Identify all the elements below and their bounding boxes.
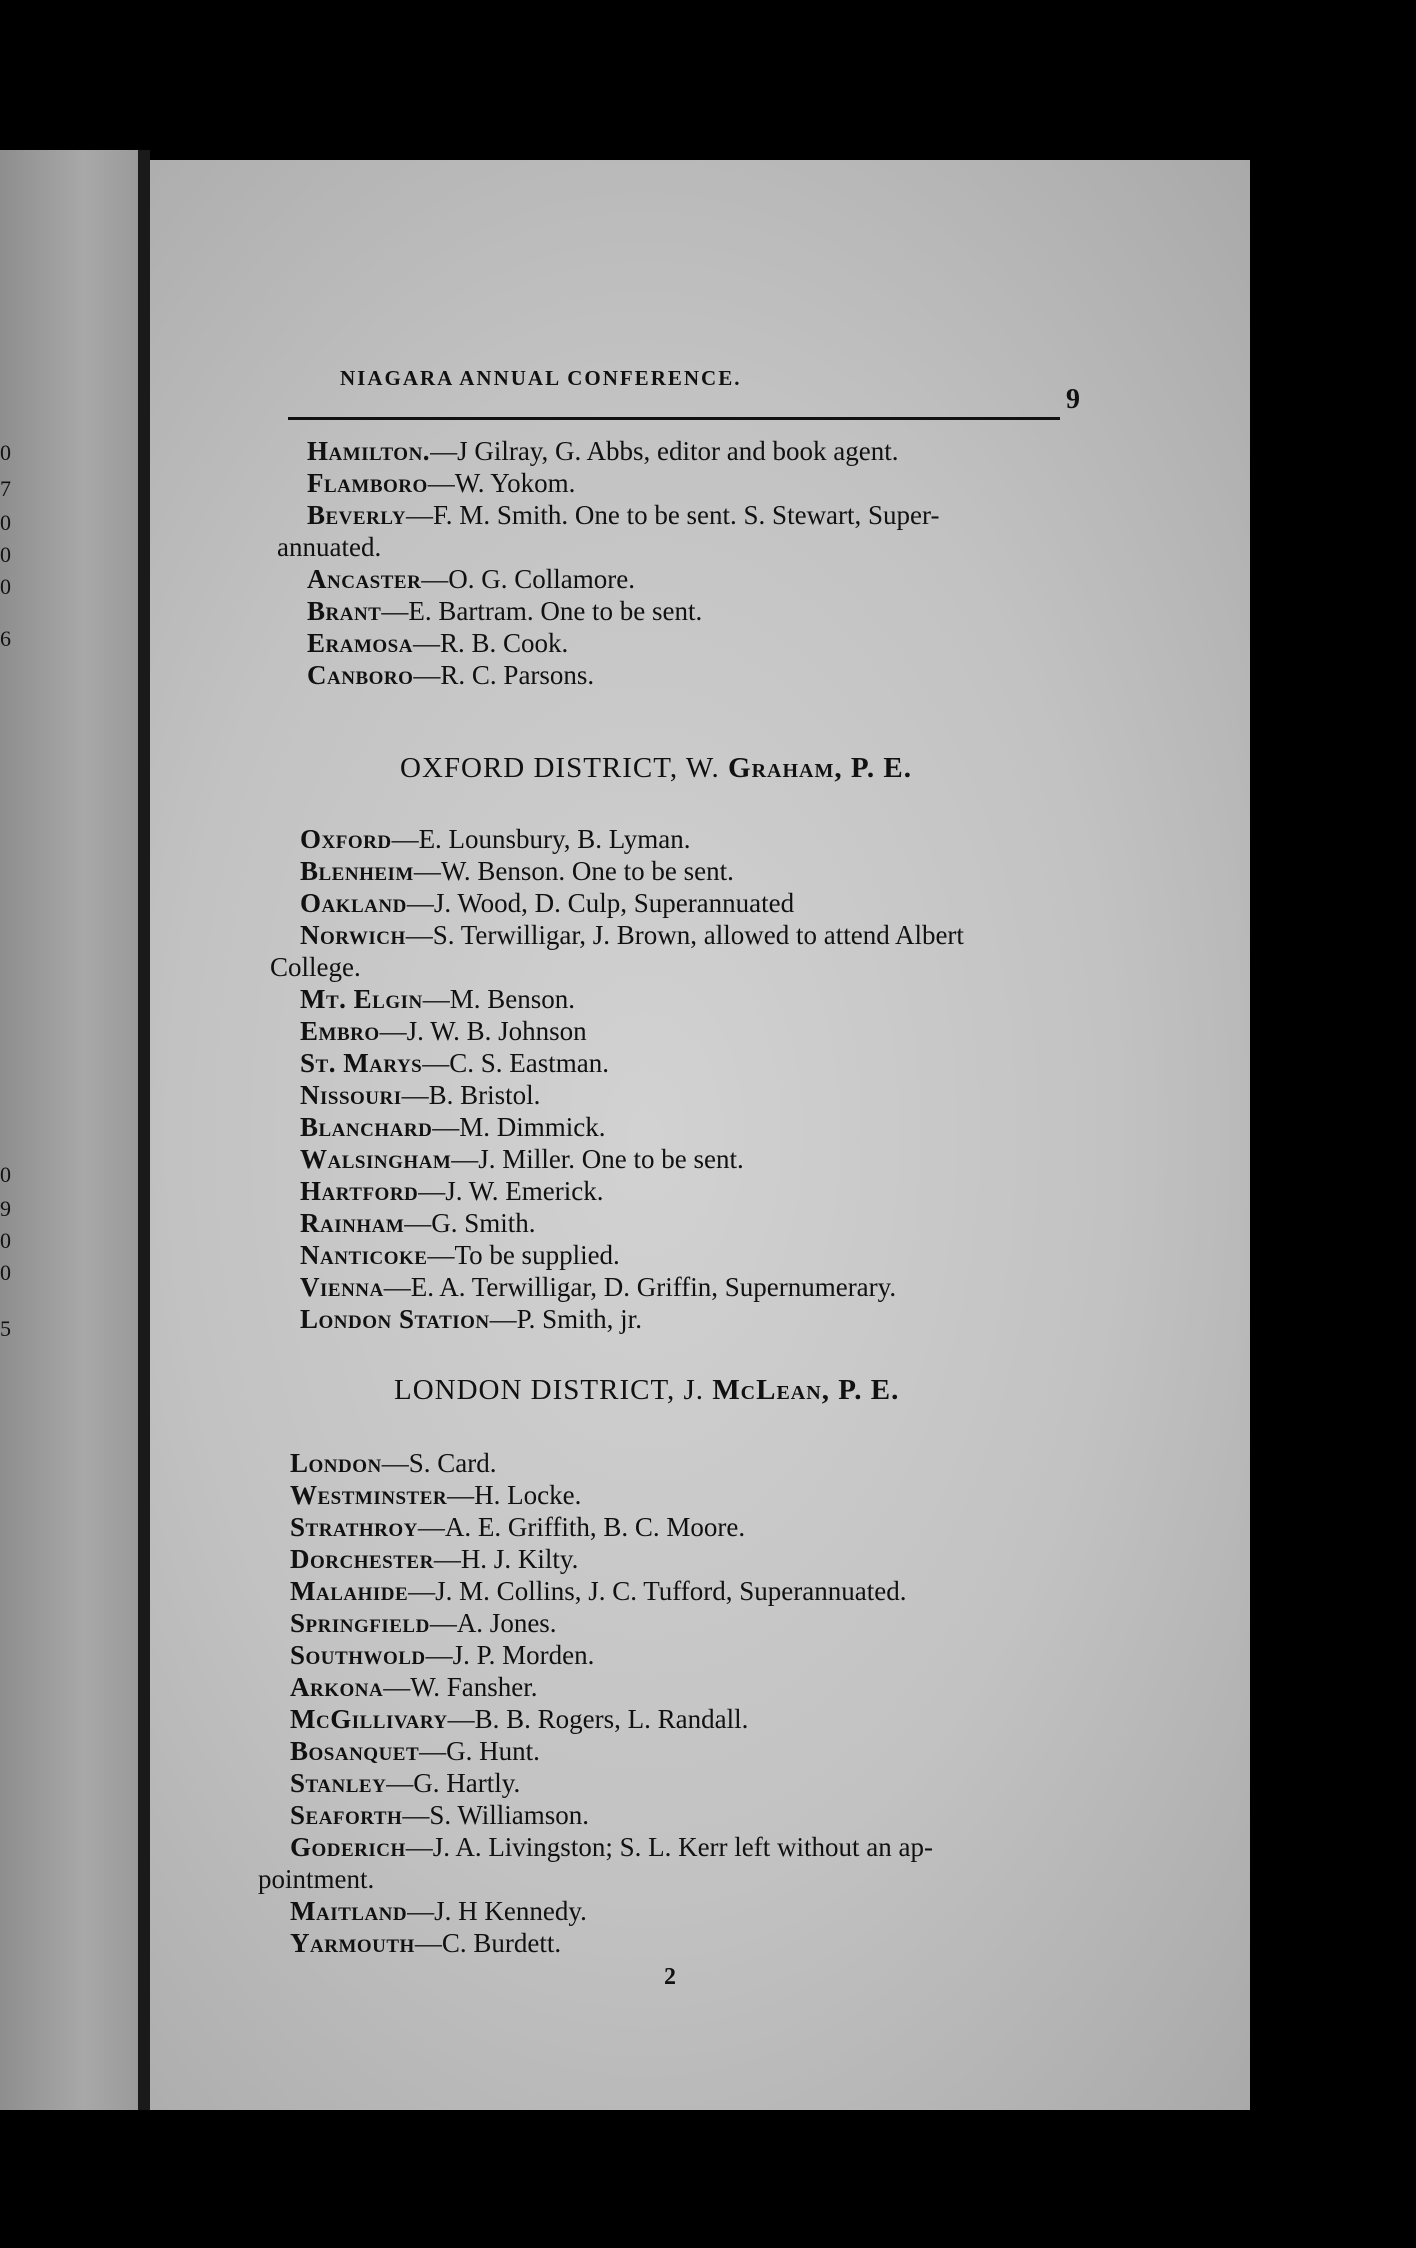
margin-digit: 5 [0,1316,11,1341]
margin-digit: 7 [0,476,11,501]
preacher-names: —A. E. Griffith, B. C. Moore. [417,1512,746,1542]
preacher-names: pointment. [258,1864,375,1894]
appointment-line [300,1048,609,1079]
station-name: Rainham [300,1208,405,1238]
facing-page-edge [0,150,140,2110]
appointment-line [307,660,594,691]
appointment-line [290,1768,520,1799]
station-name: Embro [300,1016,380,1046]
appointment-line [307,596,702,627]
preacher-names: —J Gilray, G. Abbs, editor and book agent. [430,436,899,466]
preacher-names: —R. B. Cook. [412,628,569,658]
header-rule [288,417,1060,420]
appointment-line [290,1672,537,1703]
station-name: Oxford [300,824,392,854]
preacher-names: —J. P. Morden. [425,1640,595,1670]
preacher-names: —C. S. Eastman. [422,1048,609,1078]
appointment-line [307,436,899,467]
appointment-line [300,1112,606,1143]
oxford-heading-text: OXFORD DISTRICT, W. [400,752,729,784]
preacher-names: —W. Yokom. [427,468,576,498]
preacher-names: —H. Locke. [447,1480,582,1510]
margin-digit: 0 [0,1162,11,1187]
preacher-names: —F. M. Smith. One to be sent. S. Stewart, Super- [405,500,940,530]
appointment-line [290,1480,581,1511]
preacher-names: —J. W. B. Johnson [379,1016,587,1046]
station-name: Hamilton. [307,436,431,466]
appointment-line [290,1576,906,1607]
station-name: London [290,1448,382,1478]
appointment-line [300,1304,642,1335]
appointment-line [300,984,575,1015]
station-name: Oakland [300,888,407,918]
appointment-line [290,1640,594,1671]
preacher-names: —E. Lounsbury, B. Lyman. [391,824,691,854]
station-name: Beverly [307,500,406,530]
oxford-heading-pe: Graham, P. E. [728,752,912,784]
station-name: Yarmouth [290,1928,415,1958]
preacher-names: —J. M. Collins, J. C. Tufford, Superannuated. [408,1576,907,1606]
appointment-line [300,1176,604,1207]
margin-digit: 0 [0,510,11,535]
preacher-names: —H. J. Kilty. [433,1544,579,1574]
appointment-line [300,1240,620,1271]
station-name: Blenheim [300,856,414,886]
station-name: McGillivary [290,1704,448,1734]
appointment-line [300,1208,536,1239]
preacher-names: annuated. [277,532,382,562]
margin-digit: 0 [0,574,11,599]
appointment-line [258,1864,374,1895]
preacher-names: College. [270,952,361,982]
margin-digit: 9 [0,1196,11,1221]
station-name: Westminster [290,1480,448,1510]
appointment-line [290,1896,587,1927]
station-name: Springfield [290,1608,430,1638]
preacher-names: —B. B. Rogers, L. Randall. [447,1704,749,1734]
preacher-names: —J. Miller. One to be sent. [451,1144,744,1174]
station-name: Mt. Elgin [300,984,423,1014]
appointment-line [300,1016,587,1047]
appointment-line [300,1144,744,1175]
appointment-line [290,1832,933,1863]
station-name: Malahide [290,1576,409,1606]
appointment-line [290,1800,589,1831]
station-name: Stanley [290,1768,387,1798]
preacher-names: —W. Fansher. [383,1672,538,1702]
station-name: Ancaster [307,564,422,594]
preacher-names: —M. Dimmick. [432,1112,606,1142]
station-name: Walsingham [300,1144,452,1174]
station-name: St. Marys [300,1048,423,1078]
station-name: Hartford [300,1176,419,1206]
preacher-names: —C. Burdett. [414,1928,562,1958]
preacher-names: —E. A. Terwilligar, D. Griffin, Supernumerary. [383,1272,897,1302]
appointment-line [300,824,691,855]
preacher-names: —J. Wood, D. Culp, Superannuated [406,888,795,918]
station-name: Bosanquet [290,1736,420,1766]
book-spine [138,150,150,2110]
running-header: NIAGARA ANNUAL CONFERENCE. [340,366,742,390]
preacher-names: —B. Bristol. [401,1080,541,1110]
signature-mark: 2 [664,1964,676,1990]
station-name: Dorchester [290,1544,434,1574]
appointment-line [290,1512,745,1543]
appointment-line [290,1928,561,1959]
london-district-heading [394,1374,899,1407]
station-name: Brant [307,596,382,626]
station-name: Blanchard [300,1112,433,1142]
page-number: 9 [1066,384,1080,415]
appointment-line [300,1080,540,1111]
preacher-names: —J. A. Livingston; S. L. Kerr left without an ap- [405,1832,933,1862]
station-name: Nissouri [300,1080,402,1110]
appointment-line [307,628,568,659]
appointment-line [300,1272,896,1303]
appointment-line [290,1544,578,1575]
station-name: London Station [300,1304,490,1334]
margin-digit: 0 [0,440,11,465]
station-name: Seaforth [290,1800,403,1830]
preacher-names: —S. Terwilligar, J. Brown, allowed to attend Albert [405,920,964,950]
appointment-line [290,1448,496,1479]
preacher-names: —S. Williamson. [402,1800,589,1830]
preacher-names: —O. G. Collamore. [421,564,636,594]
preacher-names: —P. Smith, jr. [489,1304,642,1334]
preacher-names: —S. Card. [381,1448,497,1478]
appointment-line [277,532,381,563]
station-name: Strathroy [290,1512,418,1542]
preacher-names: —E. Bartram. One to be sent. [381,596,703,626]
margin-digit: 0 [0,1260,11,1285]
preacher-names: —J. H Kennedy. [407,1896,587,1926]
preacher-names: —A. Jones. [429,1608,557,1638]
station-name: Norwich [300,920,406,950]
preacher-names: —G. Hartly. [386,1768,521,1798]
preacher-names: —G. Hunt. [419,1736,540,1766]
appointment-line [300,888,794,919]
appointment-line [307,500,939,531]
station-name: Southwold [290,1640,426,1670]
appointment-line [290,1608,557,1639]
london-heading-pe: McLean, P. E. [712,1374,900,1406]
preacher-names: —R. C. Parsons. [413,660,595,690]
preacher-names: —To be supplied. [427,1240,620,1270]
appointment-line [300,920,964,951]
preacher-names: —G. Smith. [404,1208,536,1238]
station-name: Vienna [300,1272,384,1302]
preacher-names: —J. W. Emerick. [418,1176,604,1206]
margin-digit: 6 [0,626,11,651]
london-heading-text: LONDON DISTRICT, J. [394,1374,713,1406]
appointment-line [290,1736,540,1767]
appointment-line [307,468,575,499]
oxford-district-heading [400,752,912,785]
station-name: Maitland [290,1896,408,1926]
station-name: Goderich [290,1832,406,1862]
station-name: Nanticoke [300,1240,428,1270]
preacher-names: —M. Benson. [422,984,575,1014]
station-name: Flamboro [307,468,428,498]
appointment-line [290,1704,748,1735]
appointment-line [270,952,361,983]
station-name: Arkona [290,1672,384,1702]
appointment-line [307,564,635,595]
preacher-names: —W. Benson. One to be sent. [413,856,734,886]
margin-digit: 0 [0,1228,11,1253]
station-name: Eramosa [307,628,413,658]
margin-digit: 0 [0,542,11,567]
appointment-line [300,856,734,887]
station-name: Canboro [307,660,414,690]
